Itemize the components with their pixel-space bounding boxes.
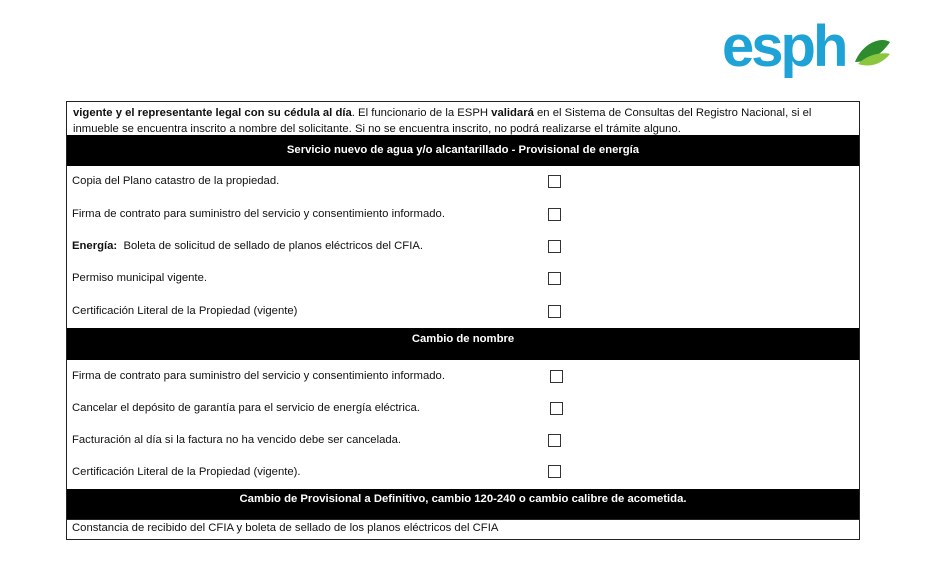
- checklist-label: Permiso municipal vigente.: [72, 272, 207, 284]
- checkbox[interactable]: [548, 465, 561, 478]
- intro-text-2: en el Sistema de Consultas del Registro Nacional, si el inmueble se encuentra inscrito a nombre del solicitante. Si no se encuentra inscrito, no podrá realizarse el trámite alguno.: [73, 107, 812, 135]
- checklist-label: Facturación al día si la factura no ha vencido debe ser cancelada.: [72, 434, 402, 446]
- intro-text-1: . El funcionario de la ESPH: [351, 107, 492, 119]
- checkbox[interactable]: [550, 370, 563, 383]
- checklist-row: [67, 231, 859, 263]
- checkbox[interactable]: [548, 175, 561, 188]
- section-header-servicio-nuevo: Servicio nuevo de agua y/o alcantarillado - Provisional de energía: [67, 135, 859, 166]
- checklist-label: Certificación Literal de la Propiedad (vigente).: [72, 466, 301, 478]
- checklist-label: [72, 240, 423, 252]
- esph-logo: [722, 14, 892, 86]
- checklist-row: [67, 456, 859, 489]
- checkbox[interactable]: [548, 434, 561, 447]
- checklist-label: Certificación Literal de la Propiedad (vigente): [72, 305, 298, 317]
- intro-bold-1: vigente y el representante legal con su cédula al día: [73, 107, 352, 119]
- intro-paragraph: [67, 102, 859, 135]
- checklist-row: [67, 519, 859, 539]
- esph-logo-graphic: [722, 14, 892, 86]
- checklist-label-prefix: Energía:: [72, 240, 118, 252]
- checklist-label: Firma de contrato para suministro del servicio y consentimiento informado.: [72, 370, 445, 382]
- checklist-label: Copia del Plano catastro de la propiedad.: [72, 175, 280, 187]
- checkbox[interactable]: [548, 208, 561, 221]
- esph-logo-text: esph: [722, 14, 846, 79]
- checklist-row: [67, 263, 859, 295]
- checklist-label: Firma de contrato para suministro del servicio y consentimiento informado.: [72, 208, 445, 220]
- section-header-cambio-provisional: Cambio de Provisional a Definitivo, cambio 120-240 o cambio calibre de acometida.: [67, 489, 859, 519]
- checkbox[interactable]: [550, 402, 563, 415]
- checklist-label: Cancelar el depósito de garantía para el servicio de energía eléctrica.: [72, 402, 420, 414]
- checklist-row: [67, 199, 859, 231]
- checklist-row: [67, 392, 859, 424]
- checklist-row: [67, 424, 859, 456]
- checkbox[interactable]: [548, 305, 561, 318]
- section-header-cambio-nombre: Cambio de nombre: [67, 328, 859, 360]
- checklist-label-text: Boleta de solicitud de sellado de planos eléctricos del CFIA.: [117, 240, 424, 252]
- checklist-label: Constancia de recibido del CFIA y boleta de sellado de los planos eléctricos del CFIA: [72, 522, 499, 534]
- checkbox[interactable]: [548, 240, 561, 253]
- checklist-row: [67, 166, 859, 199]
- checklist-row: [67, 360, 859, 392]
- checklist-row: [67, 295, 859, 328]
- intro-bold-2: validará: [491, 107, 534, 119]
- checkbox[interactable]: [548, 272, 561, 285]
- requirements-table: [66, 101, 860, 540]
